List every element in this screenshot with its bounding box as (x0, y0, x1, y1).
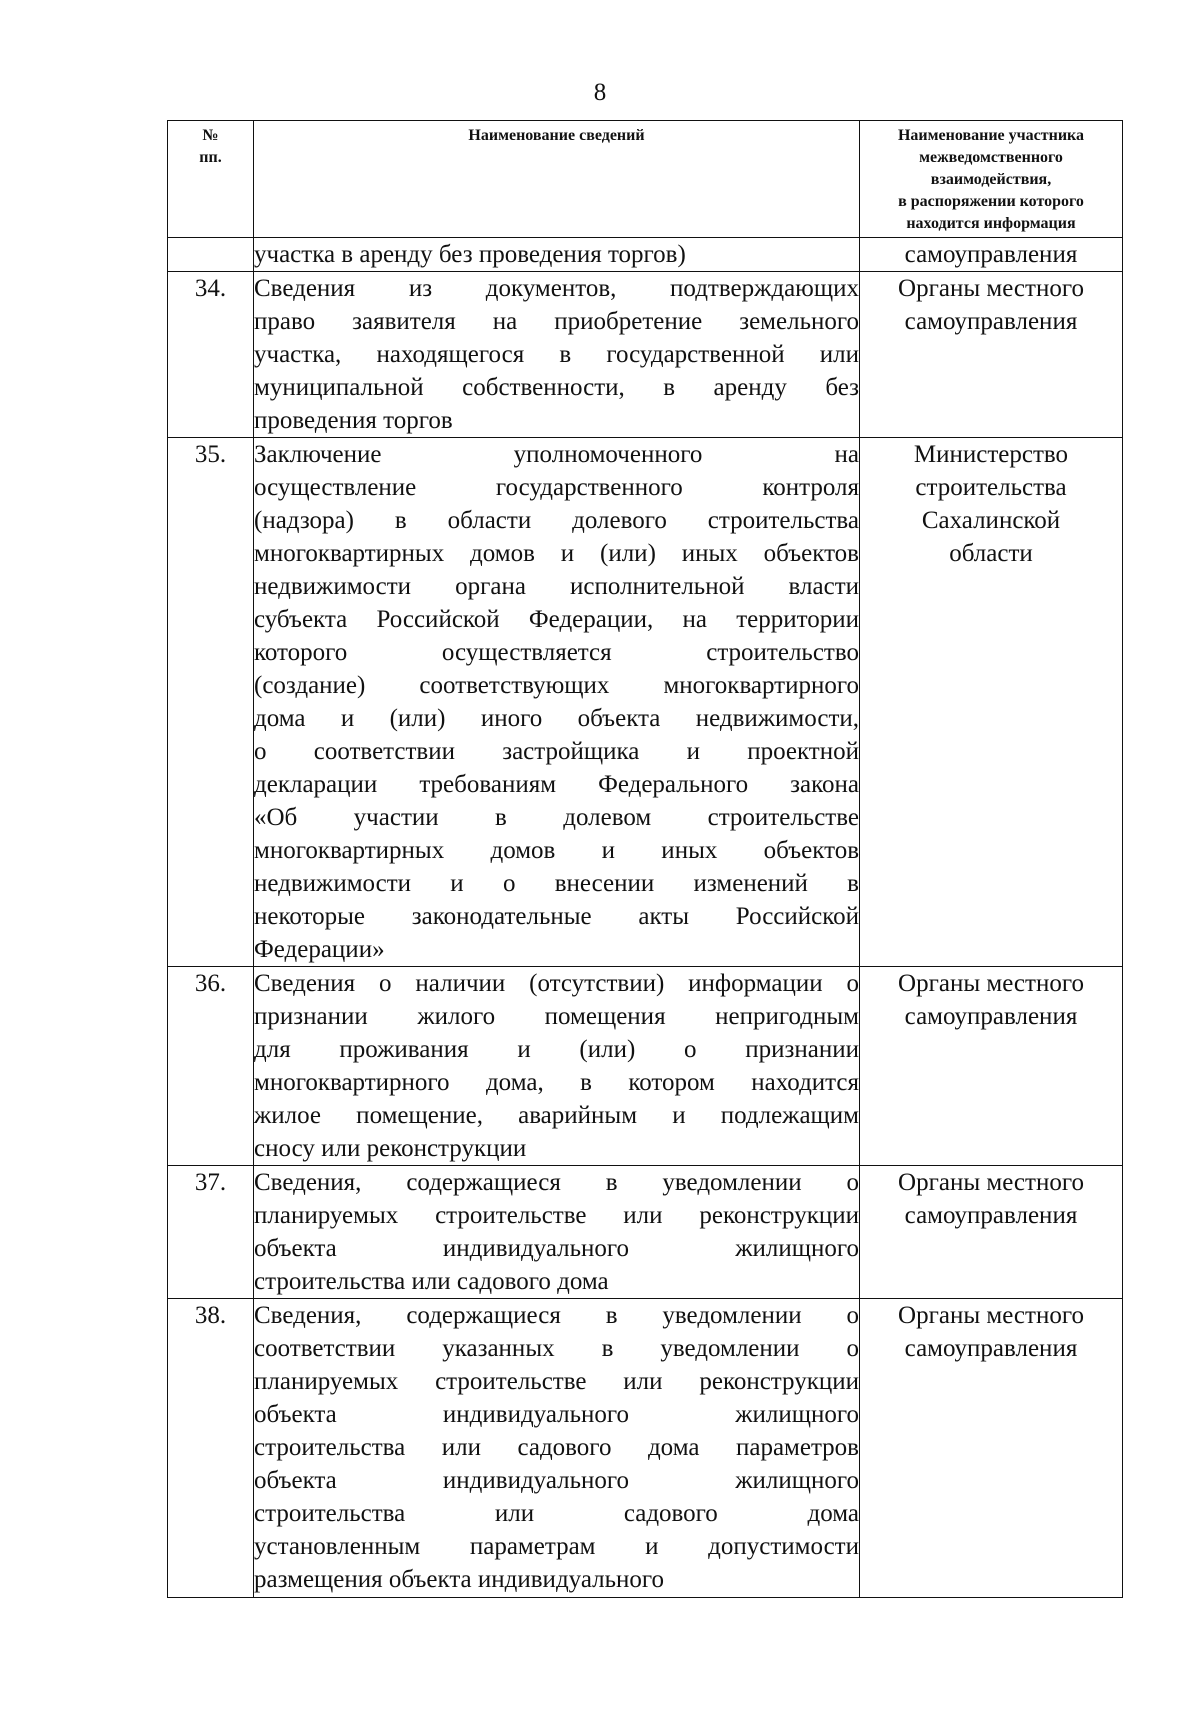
row-org-line: самоуправления (904, 1335, 1078, 1362)
row-name-line: право заявителя на приобретение земельного (254, 308, 859, 335)
table-row (168, 1166, 1123, 1299)
row-num: 36. (194, 970, 227, 997)
row-num: 38. (194, 1302, 227, 1329)
table-row (168, 438, 1123, 967)
row-name-cell (254, 438, 860, 967)
row-org-line: строительства (915, 474, 1067, 501)
row-name-line: Сведения, содержащиеся в уведомлении о (254, 1169, 859, 1196)
row-num-cell (168, 967, 254, 1166)
table-row (168, 272, 1123, 438)
row-name-line: Федерации» (254, 936, 385, 963)
info-table (167, 120, 1123, 1598)
row-org-line: Сахалинской (921, 507, 1061, 534)
header-num-cell (168, 121, 254, 238)
row-name-line: объекта индивидуального жилищного (254, 1235, 859, 1262)
row-org-line: самоуправления (904, 308, 1078, 335)
row-num-cell (168, 272, 254, 438)
header-org-line: Наименование участника (897, 127, 1085, 144)
row-name-line: Сведения, содержащиеся в уведомлении о (254, 1302, 859, 1329)
row-org-text: самоуправления (904, 241, 1078, 268)
row-name-line: которого осуществляется строительство (254, 639, 859, 666)
row-name-line: субъекта Российской Федерации, на территории (254, 606, 859, 633)
row-name-line: для проживания и (или) о признании (254, 1036, 859, 1063)
row-name-line: строительства или садового дома параметров (254, 1434, 859, 1461)
row-org-line: Органы местного (898, 1169, 1084, 1196)
header-name-cell (254, 121, 860, 238)
header-org-line: в распоряжении которого (898, 193, 1084, 210)
row-name-line: объекта индивидуального жилищного (254, 1467, 859, 1494)
header-org-cell (860, 121, 1123, 238)
row-name-line: признании жилого помещения непригодным (254, 1003, 859, 1030)
row-name-line: Сведения о наличии (отсутствии) информации о (254, 970, 859, 997)
row-name-cell (254, 1299, 860, 1598)
row-org-line: Министерство (913, 441, 1069, 468)
table-row (168, 1299, 1123, 1598)
header-num-line: пп. (199, 149, 222, 166)
header-name: Наименование сведений (468, 127, 645, 144)
row-name-cell (254, 238, 860, 272)
row-name-cell (254, 967, 860, 1166)
row-org-cell (860, 272, 1123, 438)
row-org-line: самоуправления (904, 1003, 1078, 1030)
row-name-line: многоквартирных домов и (или) иных объектов (254, 540, 859, 567)
row-name-line: участка, находящегося в государственной или (254, 341, 859, 368)
row-num-cell (168, 438, 254, 967)
row-num-cell (168, 1299, 254, 1598)
row-name-line: Заключение уполномоченного на (254, 441, 859, 468)
row-org-line: области (949, 540, 1033, 567)
row-name-line: планируемых строительстве или реконструкции (254, 1368, 859, 1395)
row-num: 35. (194, 441, 227, 468)
row-name-line: недвижимости органа исполнительной власти (254, 573, 859, 600)
row-name-line: установленным параметрам и допустимости (254, 1533, 859, 1560)
row-org-line: Органы местного (898, 275, 1084, 302)
row-name-line: проведения торгов (254, 407, 453, 434)
row-name-line: декларации требованиям Федерального закона (254, 771, 859, 798)
table-row-continuation (168, 238, 1123, 272)
row-name-line: объекта индивидуального жилищного (254, 1401, 859, 1428)
row-name-line: многоквартирного дома, в котором находится (254, 1069, 859, 1096)
row-num: 37. (194, 1169, 227, 1196)
row-name-line: некоторые законодательные акты Российской (254, 903, 859, 930)
row-org-cell (860, 238, 1123, 272)
row-org-cell (860, 438, 1123, 967)
row-name-cell (254, 1166, 860, 1299)
row-num-cell (168, 238, 254, 272)
row-num-cell (168, 1166, 254, 1299)
row-name-line: недвижимости и о внесении изменений в (254, 870, 859, 897)
row-name-cell (254, 272, 860, 438)
row-name-line: строительства или садового дома (254, 1268, 609, 1295)
row-org-line: самоуправления (904, 1202, 1078, 1229)
row-org-cell (860, 967, 1123, 1166)
row-name-line: жилое помещение, аварийным и подлежащим (254, 1102, 859, 1129)
row-name-line: дома и (или) иного объекта недвижимости, (254, 705, 859, 732)
header-org-line: находится информация (906, 215, 1076, 232)
row-name-line: многоквартирных домов и иных объектов (254, 837, 859, 864)
row-name-line: строительства или садового дома (254, 1500, 859, 1527)
row-name-line: муниципальной собственности, в аренду без (254, 374, 859, 401)
row-num: 34. (194, 275, 227, 302)
row-org-line: Органы местного (898, 1302, 1084, 1329)
row-name-line: Сведения из документов, подтверждающих (254, 275, 859, 302)
row-name-line: планируемых строительстве или реконструкции (254, 1202, 859, 1229)
header-num-line: № (202, 127, 219, 144)
row-name-line: о соответствии застройщика и проектной (254, 738, 859, 765)
table-row (168, 967, 1123, 1166)
row-name-line: «Об участии в долевом строительстве (254, 804, 859, 831)
row-name-line: (надзора) в области долевого строительства (254, 507, 859, 534)
row-name-line: (создание) соответствующих многоквартирного (254, 672, 859, 699)
table-header-row (168, 121, 1123, 238)
row-name-text: участка в аренду без проведения торгов) (254, 241, 686, 268)
header-org-line: межведомственного (919, 149, 1063, 166)
row-name-line: размещения объекта индивидуального (254, 1566, 665, 1593)
row-name-line: соответствии указанных в уведомлении о (254, 1335, 859, 1362)
header-org-line: взаимодействия, (930, 171, 1052, 188)
row-org-cell (860, 1299, 1123, 1598)
row-org-line: Органы местного (898, 970, 1084, 997)
row-name-line: осуществление государственного контроля (254, 474, 859, 501)
row-org-cell (860, 1166, 1123, 1299)
page-number: 8 (593, 79, 607, 106)
row-name-line: сносу или реконструкции (254, 1135, 527, 1162)
